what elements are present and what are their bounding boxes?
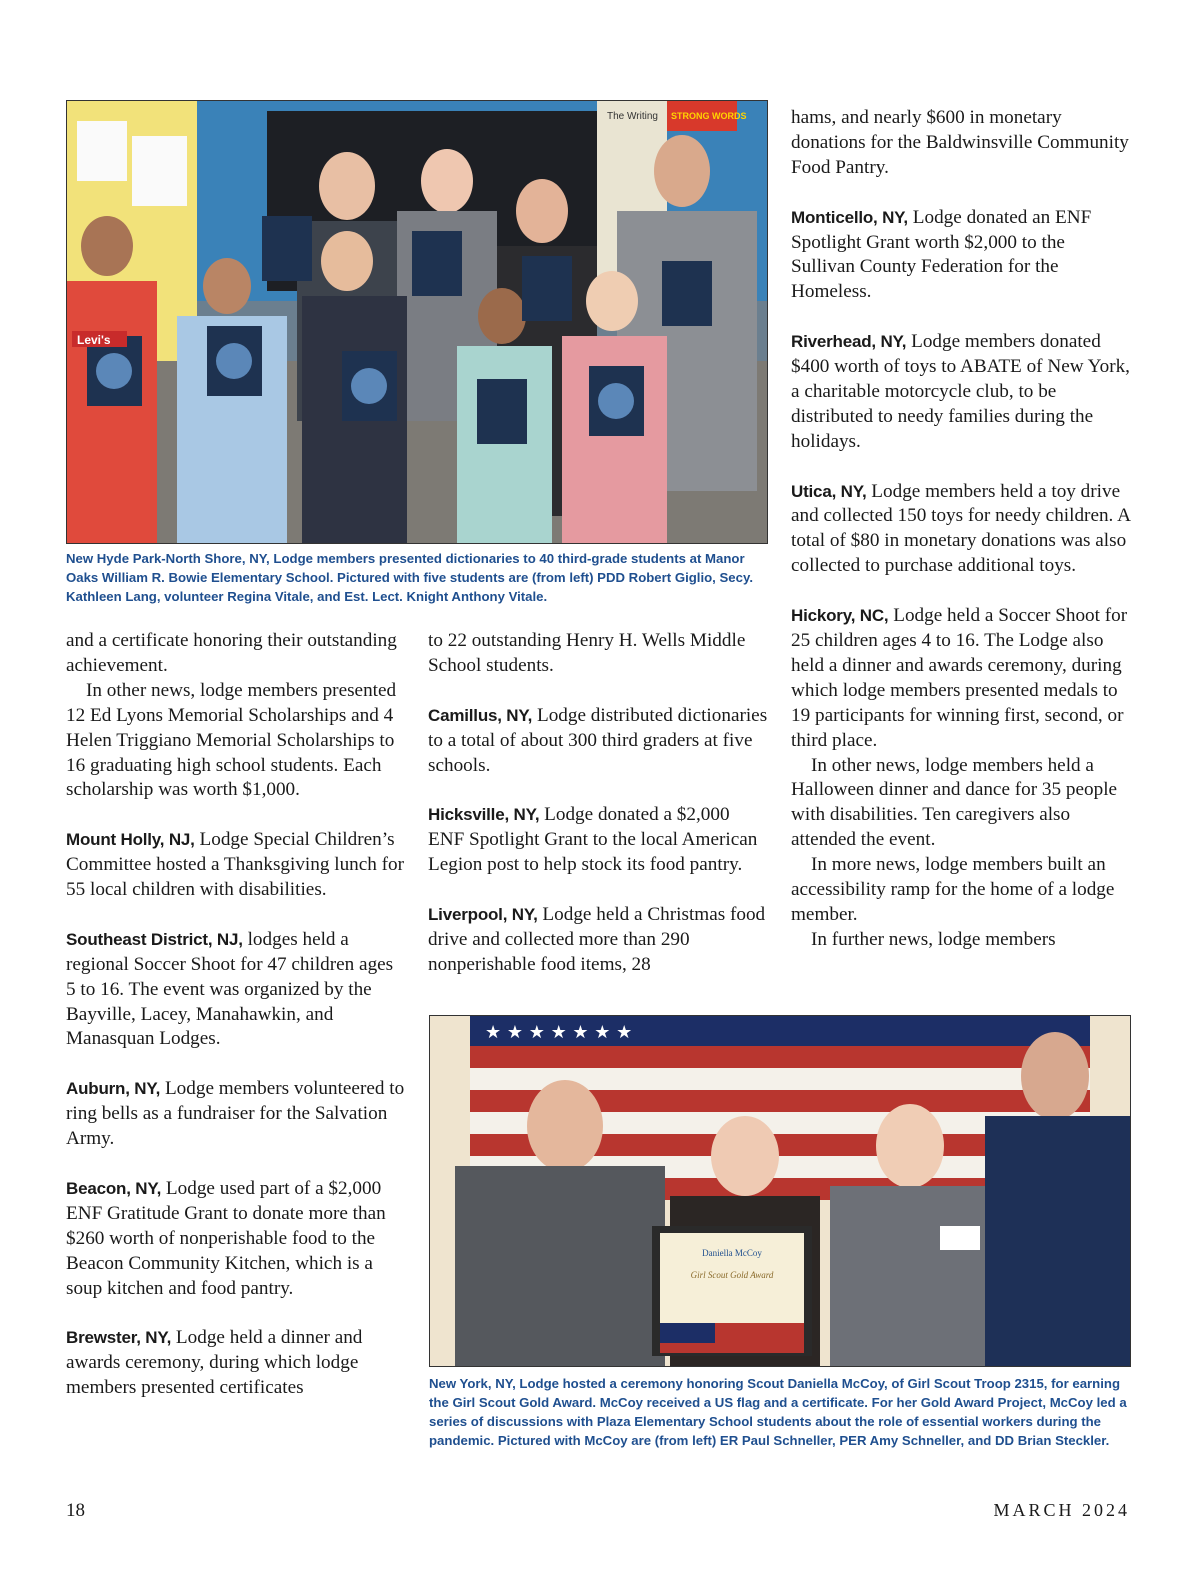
photo-dictionary-presentation — [66, 100, 768, 544]
issue-date: MARCH 2024 — [993, 1500, 1130, 1520]
column-1 — [66, 629, 406, 1401]
caption-top — [66, 549, 766, 606]
svg-text:Levi's: Levi's — [77, 333, 111, 347]
item-further: In further news, lodge members — [811, 928, 1056, 950]
column-3 — [791, 106, 1131, 953]
svg-text:Girl Scout Gold Award: Girl Scout Gold Award — [690, 1270, 774, 1280]
item-heading: Camillus, NY, — [428, 705, 533, 725]
item-heading: Beacon, NY, — [66, 1178, 162, 1198]
svg-text:★ ★ ★ ★ ★ ★ ★: ★ ★ ★ ★ ★ ★ ★ — [485, 1022, 633, 1043]
item-hicksville: Hicksville, NY, Lodge donated a $2,000 ENF Spotlight Grant to the local American Legion post to help stock its food pantry. — [428, 804, 758, 876]
item-heading: Southeast District, NJ, — [66, 929, 243, 949]
item-heading: Utica, NY, — [791, 481, 867, 501]
item-auburn: Auburn, NY, Lodge members volunteered to ring bells as a fundraiser for the Salvation Army. — [66, 1078, 405, 1150]
caption-top-text: Lodge members presented dictionaries to 40 third-grade students at Manor Oaks William R. Bowie Elementary School. Pictured with five students are (from left) PDD Robert Giglio, Secy. Kathleen Lang, volunteer Regina Vitale, and Est. Lect. Knight Anthony Vitale. — [66, 551, 753, 604]
group-photo-icon — [67, 101, 767, 543]
svg-text:The Writing: The Writing — [607, 111, 658, 122]
item-beacon: Beacon, NY, Lodge used part of a $2,000 ENF Gratitude Grant to donate more than $260 worth of nonperishable food to the Beacon Community Kitchen, which is a soup kitchen and food pantry. — [66, 1177, 386, 1299]
caption-bottom-text: Lodge hosted a ceremony honoring Scout Daniella McCoy, of Girl Scout Troop 2315, for earning the Girl Scout Gold Award. McCoy received a US flag and a certificate. For her Gold Award Project, McCoy led a series of discussions with Plaza Elementary School students about the role of essential workers during the pandemic. Pictured with McCoy are (from left) ER Paul Schneller, PER Amy Schneller, and DD Brian Steckler. — [429, 1376, 1127, 1448]
item-heading: Monticello, NY, — [791, 207, 908, 227]
col2-continued: to 22 outstanding Henry H. Wells Middle School students. — [428, 630, 746, 676]
item-liverpool: Liverpool, NY, Lodge held a Christmas food drive and collected more than 290 nonperishable food items, 28 — [428, 903, 766, 975]
flag-photo-icon — [430, 1016, 1130, 1366]
column-2 — [428, 629, 768, 978]
page-number: 18 — [66, 1500, 85, 1521]
col1-scholarships: In other news, lodge members presented 12 Ed Lyons Memorial Scholarships and 4 Helen Triggiano Memorial Scholarships to 16 graduating high school students. Each scholarship was worth $1,000. — [66, 679, 397, 801]
item-mount-holly: Mount Holly, NJ, Lodge Special Children’s Committee hosted a Thanksgiving lunch for 55 local children with disabilities. — [66, 829, 405, 901]
col3-continued: hams, and nearly $600 in monetary donations for the Baldwinsville Community Food Pantry. — [791, 107, 1129, 178]
item-utica: Utica, NY, Lodge members held a toy drive and collected 150 toys for needy children. A total of $80 in monetary donations was also collected to purchase additional toys. — [791, 480, 1130, 577]
caption-bottom — [429, 1374, 1129, 1450]
item-ramp: In more news, lodge members built an accessibility ramp for the home of a lodge member. — [791, 854, 1115, 925]
item-heading: Brewster, NY, — [66, 1328, 172, 1348]
item-hickory: Hickory, NC, Lodge held a Soccer Shoot for 25 children ages 4 to 16. The Lodge also held a dinner and awards ceremony, during which lodge members presented medals to 19 participants for winning first, second, or third place. — [791, 605, 1128, 751]
item-heading: Mount Holly, NJ, — [66, 830, 195, 850]
col1-continued: and a certificate honoring their outstanding achievement. — [66, 630, 397, 676]
item-heading: Hickory, NC, — [791, 606, 889, 626]
item-southeast-district: Southeast District, NJ, lodges held a regional Soccer Shoot for 47 children ages 5 to 16. The event was organized by the Bayville, Lacey, Manahawkin, and Manasquan Lodges. — [66, 928, 394, 1050]
item-heading: Auburn, NY, — [66, 1079, 161, 1099]
svg-text:STRONG WORDS: STRONG WORDS — [671, 111, 747, 121]
item-heading: Hicksville, NY, — [428, 805, 540, 825]
caption-top-lead: New Hyde Park-North Shore, NY, — [66, 551, 270, 566]
item-heading: Liverpool, NY, — [428, 904, 538, 924]
photo-gold-award-ceremony — [429, 1015, 1131, 1367]
item-heading: Riverhead, NY, — [791, 332, 907, 352]
item-camillus: Camillus, NY, Lodge distributed dictionaries to a total of about 300 third graders at five schools. — [428, 704, 768, 776]
item-halloween: In other news, lodge members held a Halloween dinner and dance for 35 people with disabilities. Ten caregivers also attended the event. — [791, 754, 1118, 851]
item-monticello: Monticello, NY, Lodge donated an ENF Spotlight Grant worth $2,000 to the Sullivan County Federation for the Homeless. — [791, 206, 1092, 303]
caption-bottom-lead: New York, NY, — [429, 1376, 516, 1391]
svg-text:Daniella McCoy: Daniella McCoy — [702, 1248, 762, 1258]
item-brewster: Brewster, NY, Lodge held a dinner and awards ceremony, during which lodge members presented certificates — [66, 1327, 363, 1399]
item-riverhead: Riverhead, NY, Lodge members donated $400 worth of toys to ABATE of New York, a charitable motorcycle club, to be distributed to needy families during the holidays. — [791, 331, 1130, 452]
